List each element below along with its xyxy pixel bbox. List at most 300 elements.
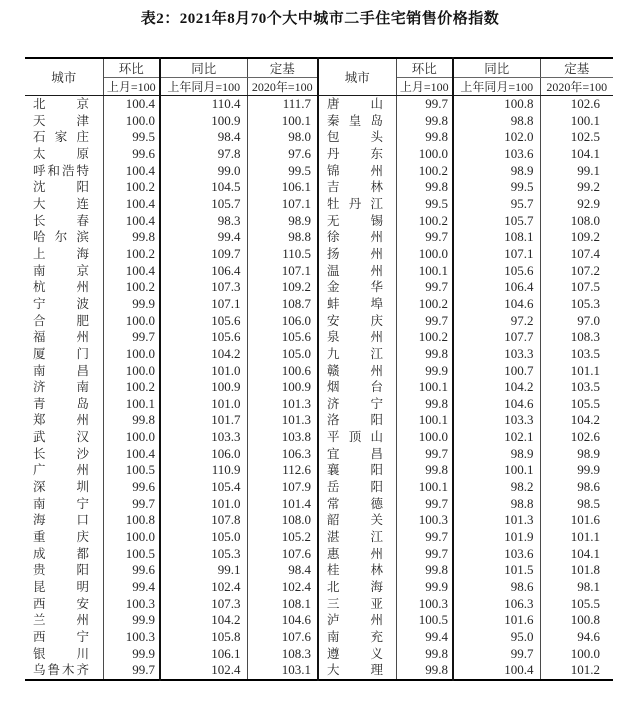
table-row bbox=[25, 429, 613, 446]
yoy-cell: 100.4 bbox=[453, 662, 540, 680]
city-cell bbox=[25, 296, 103, 313]
table-row bbox=[25, 479, 613, 496]
yoy-cell: 95.7 bbox=[453, 196, 540, 213]
city-name: 长沙 bbox=[33, 446, 89, 461]
yoy-cell: 108.1 bbox=[453, 229, 540, 246]
city-cell bbox=[25, 396, 103, 413]
yoy-cell: 100.8 bbox=[453, 96, 540, 113]
mom-cell: 99.8 bbox=[396, 113, 453, 130]
fixed-base-cell: 104.1 bbox=[570, 145, 600, 161]
mom-cell: 100.1 bbox=[396, 263, 453, 280]
mom-cell: 100.3 bbox=[396, 596, 453, 613]
city-name: 北海 bbox=[327, 580, 383, 595]
mom-cell: 99.5 bbox=[103, 129, 160, 146]
city-cell bbox=[318, 196, 396, 213]
city-cell bbox=[318, 96, 396, 113]
fixed-base-cell: 104.2 bbox=[570, 412, 600, 428]
fixed-base-cell: 106.0 bbox=[247, 313, 318, 330]
city-name: 徐州 bbox=[327, 230, 383, 245]
city-name: 银川 bbox=[33, 646, 89, 661]
city-name: 韶关 bbox=[327, 513, 383, 528]
city-name: 无锡 bbox=[327, 213, 383, 228]
city-cell bbox=[318, 179, 396, 196]
city-cell bbox=[25, 196, 103, 213]
col-header-city-right: 城市 bbox=[318, 58, 396, 96]
city-cell bbox=[25, 146, 103, 163]
fixed-base-cell: 107.9 bbox=[247, 479, 318, 496]
city-cell bbox=[25, 579, 103, 596]
fixed-base-cell: 106.3 bbox=[247, 446, 318, 463]
city-cell bbox=[318, 396, 396, 413]
col-header-mom-left: 环比 bbox=[103, 58, 160, 78]
mom-cell: 100.5 bbox=[103, 462, 160, 479]
yoy-cell: 109.7 bbox=[160, 246, 247, 263]
city-name: 温州 bbox=[327, 263, 383, 278]
city-name: 泉州 bbox=[327, 330, 383, 345]
city-cell bbox=[318, 629, 396, 646]
mom-cell: 99.8 bbox=[396, 462, 453, 479]
city-cell bbox=[25, 313, 103, 330]
city-cell bbox=[25, 279, 103, 296]
city-name: 乌鲁木齐 bbox=[33, 663, 89, 678]
fixed-base-cell: 100.0 bbox=[570, 645, 600, 661]
fixed-base-cell: 107.4 bbox=[570, 245, 600, 261]
city-cell bbox=[25, 379, 103, 396]
mom-cell: 99.6 bbox=[103, 479, 160, 496]
city-cell bbox=[318, 263, 396, 280]
table-row bbox=[25, 346, 613, 363]
city-name: 兰州 bbox=[33, 613, 89, 628]
city-cell bbox=[25, 246, 103, 263]
mom-cell: 100.1 bbox=[103, 396, 160, 413]
table-row bbox=[25, 562, 613, 579]
city-name: 九江 bbox=[327, 346, 383, 361]
city-name: 大连 bbox=[33, 196, 89, 211]
mom-cell: 100.3 bbox=[103, 629, 160, 646]
col-header-yoy-left: 同比 bbox=[160, 58, 247, 78]
yoy-cell: 101.5 bbox=[453, 562, 540, 579]
yoy-cell: 105.8 bbox=[160, 629, 247, 646]
fixed-base-cell: 105.6 bbox=[247, 329, 318, 346]
yoy-cell: 98.9 bbox=[453, 163, 540, 180]
mom-cell: 100.0 bbox=[103, 313, 160, 330]
fixed-base-cell: 103.5 bbox=[570, 379, 600, 395]
city-cell bbox=[25, 129, 103, 146]
yoy-cell: 97.8 bbox=[160, 146, 247, 163]
mom-cell: 99.7 bbox=[396, 313, 453, 330]
mom-cell: 100.8 bbox=[103, 512, 160, 529]
city-cell bbox=[25, 412, 103, 429]
yoy-cell: 99.7 bbox=[453, 646, 540, 663]
city-name: 北京 bbox=[33, 97, 89, 111]
mom-cell: 100.2 bbox=[396, 329, 453, 346]
city-cell bbox=[318, 163, 396, 180]
mom-cell: 100.2 bbox=[396, 213, 453, 230]
city-name: 湛江 bbox=[327, 530, 383, 545]
fixed-base-cell: 108.1 bbox=[247, 596, 318, 613]
city-cell bbox=[318, 562, 396, 579]
city-name: 唐山 bbox=[327, 97, 383, 111]
mom-cell: 100.0 bbox=[103, 346, 160, 363]
fixed-base-cell: 107.6 bbox=[247, 629, 318, 646]
city-cell bbox=[25, 546, 103, 563]
mom-cell: 100.1 bbox=[396, 479, 453, 496]
yoy-cell: 103.6 bbox=[453, 546, 540, 563]
yoy-cell: 99.0 bbox=[160, 163, 247, 180]
yoy-cell: 98.2 bbox=[453, 479, 540, 496]
fixed-base-cell: 105.5 bbox=[570, 395, 600, 411]
table-row bbox=[25, 512, 613, 529]
yoy-cell: 106.0 bbox=[160, 446, 247, 463]
mom-cell: 100.2 bbox=[103, 279, 160, 296]
subheader-fixed-base-left: 2020年=100 bbox=[247, 78, 318, 96]
mom-cell: 100.0 bbox=[103, 363, 160, 380]
mom-cell: 100.4 bbox=[103, 163, 160, 180]
city-name: 吉林 bbox=[327, 180, 383, 195]
city-cell bbox=[318, 446, 396, 463]
city-name: 郑州 bbox=[33, 413, 89, 428]
yoy-cell: 105.3 bbox=[160, 546, 247, 563]
city-cell bbox=[318, 529, 396, 546]
fixed-base-cell: 107.2 bbox=[570, 262, 600, 278]
yoy-cell: 102.4 bbox=[160, 579, 247, 596]
city-name: 武汉 bbox=[33, 430, 89, 445]
yoy-cell: 101.6 bbox=[453, 612, 540, 629]
yoy-cell: 106.3 bbox=[453, 596, 540, 613]
yoy-cell: 110.9 bbox=[160, 462, 247, 479]
table-row bbox=[25, 213, 613, 230]
city-name: 重庆 bbox=[33, 530, 89, 545]
city-cell bbox=[318, 213, 396, 230]
city-name: 哈尔滨 bbox=[33, 230, 89, 245]
mom-cell: 100.1 bbox=[396, 379, 453, 396]
mom-cell: 99.6 bbox=[103, 146, 160, 163]
table-row bbox=[25, 296, 613, 313]
yoy-cell: 104.5 bbox=[160, 179, 247, 196]
fixed-base-cell: 97.6 bbox=[247, 146, 318, 163]
table-row bbox=[25, 612, 613, 629]
mom-cell: 99.7 bbox=[103, 329, 160, 346]
yoy-cell: 97.2 bbox=[453, 313, 540, 330]
table-row bbox=[25, 113, 613, 130]
city-name: 泸州 bbox=[327, 613, 383, 628]
table-row bbox=[25, 596, 613, 613]
city-cell bbox=[25, 662, 103, 680]
city-cell bbox=[318, 146, 396, 163]
yoy-cell: 101.0 bbox=[160, 363, 247, 380]
fixed-base-cell: 98.8 bbox=[247, 229, 318, 246]
city-cell bbox=[318, 229, 396, 246]
mom-cell: 99.5 bbox=[396, 196, 453, 213]
fixed-base-cell: 98.4 bbox=[247, 562, 318, 579]
city-name: 安庆 bbox=[327, 313, 383, 328]
price-index-table bbox=[25, 57, 613, 681]
yoy-cell: 104.2 bbox=[160, 612, 247, 629]
city-cell bbox=[318, 662, 396, 680]
yoy-cell: 99.5 bbox=[453, 179, 540, 196]
mom-cell: 99.7 bbox=[396, 279, 453, 296]
city-name: 大理 bbox=[327, 663, 383, 678]
city-cell bbox=[25, 529, 103, 546]
city-cell bbox=[25, 179, 103, 196]
city-cell bbox=[25, 612, 103, 629]
yoy-cell: 105.7 bbox=[453, 213, 540, 230]
city-name: 青岛 bbox=[33, 396, 89, 411]
fixed-base-cell: 98.1 bbox=[577, 579, 600, 595]
city-name: 成都 bbox=[33, 546, 89, 561]
yoy-cell: 101.0 bbox=[160, 496, 247, 513]
city-name: 厦门 bbox=[33, 346, 89, 361]
mom-cell: 99.7 bbox=[396, 229, 453, 246]
mom-cell: 99.6 bbox=[103, 562, 160, 579]
city-cell bbox=[318, 329, 396, 346]
city-name: 西宁 bbox=[33, 630, 89, 644]
city-cell bbox=[25, 329, 103, 346]
city-name: 遵义 bbox=[327, 646, 383, 661]
mom-cell: 99.9 bbox=[396, 363, 453, 380]
yoy-cell: 104.6 bbox=[453, 396, 540, 413]
table-row bbox=[25, 363, 613, 380]
fixed-base-cell: 98.6 bbox=[577, 479, 600, 495]
yoy-cell: 106.4 bbox=[160, 263, 247, 280]
fixed-base-cell: 101.2 bbox=[570, 662, 600, 678]
fixed-base-cell: 101.8 bbox=[570, 562, 600, 578]
table-row bbox=[25, 629, 613, 646]
yoy-cell: 102.1 bbox=[453, 429, 540, 446]
fixed-base-cell: 101.1 bbox=[570, 362, 600, 378]
fixed-base-cell: 101.3 bbox=[247, 396, 318, 413]
table-row bbox=[25, 646, 613, 663]
city-cell bbox=[318, 479, 396, 496]
mom-cell: 99.4 bbox=[103, 579, 160, 596]
city-cell bbox=[318, 462, 396, 479]
city-cell bbox=[318, 346, 396, 363]
mom-cell: 99.9 bbox=[103, 646, 160, 663]
yoy-cell: 105.0 bbox=[160, 529, 247, 546]
city-name: 常德 bbox=[327, 496, 383, 511]
table-row bbox=[25, 179, 613, 196]
mom-cell: 99.9 bbox=[396, 579, 453, 596]
table-row bbox=[25, 396, 613, 413]
mom-cell: 100.3 bbox=[103, 596, 160, 613]
fixed-base-cell: 100.6 bbox=[247, 363, 318, 380]
mom-cell: 100.4 bbox=[103, 446, 160, 463]
city-name: 沈阳 bbox=[33, 180, 89, 195]
city-cell bbox=[25, 629, 103, 646]
fixed-base-cell: 99.1 bbox=[577, 162, 600, 178]
mom-cell: 100.4 bbox=[103, 196, 160, 213]
yoy-cell: 107.1 bbox=[160, 296, 247, 313]
fixed-base-cell: 103.1 bbox=[247, 662, 318, 680]
fixed-base-cell: 105.3 bbox=[570, 295, 600, 311]
yoy-cell: 107.1 bbox=[453, 246, 540, 263]
city-cell bbox=[25, 596, 103, 613]
fixed-base-cell: 92.9 bbox=[577, 195, 600, 211]
table-row bbox=[25, 279, 613, 296]
fixed-base-cell: 101.6 bbox=[570, 512, 600, 528]
fixed-base-cell: 103.8 bbox=[247, 429, 318, 446]
yoy-cell: 110.4 bbox=[160, 96, 247, 113]
fixed-base-cell: 100.8 bbox=[570, 612, 600, 628]
yoy-cell: 102.4 bbox=[160, 662, 247, 680]
mom-cell: 100.4 bbox=[103, 96, 160, 113]
yoy-cell: 101.7 bbox=[160, 412, 247, 429]
city-name: 宁波 bbox=[33, 296, 89, 311]
yoy-cell: 98.9 bbox=[453, 446, 540, 463]
city-name: 烟台 bbox=[327, 380, 383, 395]
table-title: 表2：2021年8月70个大中城市二手住宅销售价格指数 bbox=[140, 11, 500, 27]
mom-cell: 99.8 bbox=[396, 179, 453, 196]
city-name: 襄阳 bbox=[327, 463, 383, 478]
yoy-cell: 105.6 bbox=[160, 313, 247, 330]
subheader-mom-base-left: 上月=100 bbox=[103, 78, 160, 96]
mom-cell: 100.3 bbox=[396, 512, 453, 529]
city-name: 扬州 bbox=[327, 246, 383, 261]
fixed-base-cell: 108.7 bbox=[247, 296, 318, 313]
city-name: 深圳 bbox=[33, 480, 89, 495]
mom-cell: 100.0 bbox=[396, 146, 453, 163]
mom-cell: 99.8 bbox=[396, 129, 453, 146]
yoy-cell: 107.3 bbox=[160, 279, 247, 296]
yoy-cell: 102.0 bbox=[453, 129, 540, 146]
city-name: 海口 bbox=[33, 513, 89, 528]
city-cell bbox=[318, 379, 396, 396]
fixed-base-cell: 111.7 bbox=[247, 96, 318, 113]
yoy-cell: 98.3 bbox=[160, 213, 247, 230]
yoy-cell: 100.7 bbox=[453, 363, 540, 380]
yoy-cell: 100.1 bbox=[453, 462, 540, 479]
col-header-city-left: 城市 bbox=[25, 58, 103, 96]
city-name: 济宁 bbox=[327, 396, 383, 411]
mom-cell: 100.0 bbox=[396, 429, 453, 446]
table-row bbox=[25, 163, 613, 180]
mom-cell: 99.7 bbox=[103, 496, 160, 513]
fixed-base-cell: 100.9 bbox=[247, 379, 318, 396]
table-row bbox=[25, 229, 613, 246]
yoy-cell: 100.9 bbox=[160, 113, 247, 130]
yoy-cell: 95.0 bbox=[453, 629, 540, 646]
subheader-fixed-base-right: 2020年=100 bbox=[540, 78, 613, 96]
yoy-cell: 98.4 bbox=[160, 129, 247, 146]
yoy-cell: 107.3 bbox=[160, 596, 247, 613]
city-name: 南昌 bbox=[33, 363, 89, 378]
yoy-cell: 101.0 bbox=[160, 396, 247, 413]
city-cell bbox=[318, 429, 396, 446]
yoy-cell: 103.3 bbox=[453, 346, 540, 363]
mom-cell: 99.4 bbox=[396, 629, 453, 646]
city-name: 赣州 bbox=[327, 363, 383, 378]
yoy-cell: 101.9 bbox=[453, 529, 540, 546]
fixed-base-cell: 99.5 bbox=[247, 163, 318, 180]
fixed-base-cell: 107.1 bbox=[247, 196, 318, 213]
mom-cell: 99.7 bbox=[396, 496, 453, 513]
fixed-base-cell: 97.0 bbox=[577, 312, 600, 328]
fixed-base-cell: 107.5 bbox=[570, 279, 600, 295]
yoy-cell: 104.2 bbox=[160, 346, 247, 363]
city-cell bbox=[318, 129, 396, 146]
fixed-base-cell: 109.2 bbox=[247, 279, 318, 296]
table-row bbox=[25, 662, 613, 680]
yoy-cell: 107.8 bbox=[160, 512, 247, 529]
fixed-base-cell: 101.1 bbox=[570, 529, 600, 545]
fixed-base-cell: 102.5 bbox=[570, 129, 600, 145]
col-header-fixed-left: 定基 bbox=[247, 58, 318, 78]
mom-cell: 99.8 bbox=[103, 229, 160, 246]
subheader-yoy-base-left: 上年同月=100 bbox=[160, 78, 247, 96]
city-name: 金华 bbox=[327, 280, 383, 295]
city-cell bbox=[318, 363, 396, 380]
mom-cell: 99.8 bbox=[396, 562, 453, 579]
mom-cell: 100.4 bbox=[103, 263, 160, 280]
fixed-base-cell: 100.1 bbox=[570, 112, 600, 128]
city-cell bbox=[318, 612, 396, 629]
fixed-base-cell: 104.6 bbox=[247, 612, 318, 629]
city-cell bbox=[25, 346, 103, 363]
mom-cell: 100.2 bbox=[396, 163, 453, 180]
city-name: 南充 bbox=[327, 630, 383, 644]
mom-cell: 100.0 bbox=[396, 246, 453, 263]
mom-cell: 100.5 bbox=[396, 612, 453, 629]
yoy-cell: 99.4 bbox=[160, 229, 247, 246]
fixed-base-cell: 105.5 bbox=[570, 595, 600, 611]
mom-cell: 100.1 bbox=[396, 412, 453, 429]
yoy-cell: 99.1 bbox=[160, 562, 247, 579]
city-cell bbox=[318, 113, 396, 130]
yoy-cell: 105.6 bbox=[160, 329, 247, 346]
city-name: 宜昌 bbox=[327, 446, 383, 461]
city-name: 平顶山 bbox=[327, 430, 383, 445]
fixed-base-cell: 101.4 bbox=[247, 496, 318, 513]
fixed-base-cell: 106.1 bbox=[247, 179, 318, 196]
city-cell bbox=[318, 246, 396, 263]
fixed-base-cell: 98.5 bbox=[577, 495, 600, 511]
fixed-base-cell: 99.9 bbox=[577, 462, 600, 478]
fixed-base-cell: 107.6 bbox=[247, 546, 318, 563]
table-row bbox=[25, 412, 613, 429]
yoy-cell: 105.7 bbox=[160, 196, 247, 213]
city-name: 桂林 bbox=[327, 563, 383, 578]
mom-cell: 100.2 bbox=[103, 246, 160, 263]
yoy-cell: 98.8 bbox=[453, 496, 540, 513]
yoy-cell: 104.6 bbox=[453, 296, 540, 313]
table-row bbox=[25, 529, 613, 546]
city-cell bbox=[318, 279, 396, 296]
yoy-cell: 101.3 bbox=[453, 512, 540, 529]
fixed-base-cell: 94.6 bbox=[577, 629, 600, 644]
city-cell bbox=[25, 96, 103, 113]
mom-cell: 100.2 bbox=[103, 379, 160, 396]
fixed-base-cell: 102.6 bbox=[570, 429, 600, 445]
subheader-mom-base-right: 上月=100 bbox=[396, 78, 453, 96]
city-cell bbox=[318, 596, 396, 613]
fixed-base-cell: 98.9 bbox=[247, 213, 318, 230]
table-row bbox=[25, 246, 613, 263]
city-name: 西安 bbox=[33, 596, 89, 611]
table-row bbox=[25, 96, 613, 113]
fixed-base-cell: 98.9 bbox=[577, 445, 600, 461]
city-name: 锦州 bbox=[327, 163, 383, 178]
mom-cell: 100.0 bbox=[103, 529, 160, 546]
city-name: 丹东 bbox=[327, 146, 383, 161]
city-cell bbox=[318, 496, 396, 513]
table-row bbox=[25, 496, 613, 513]
yoy-cell: 98.6 bbox=[453, 579, 540, 596]
city-cell bbox=[25, 462, 103, 479]
fixed-base-cell: 109.2 bbox=[570, 229, 600, 245]
fixed-base-cell: 112.6 bbox=[247, 462, 318, 479]
city-cell bbox=[25, 512, 103, 529]
mom-cell: 100.4 bbox=[103, 213, 160, 230]
